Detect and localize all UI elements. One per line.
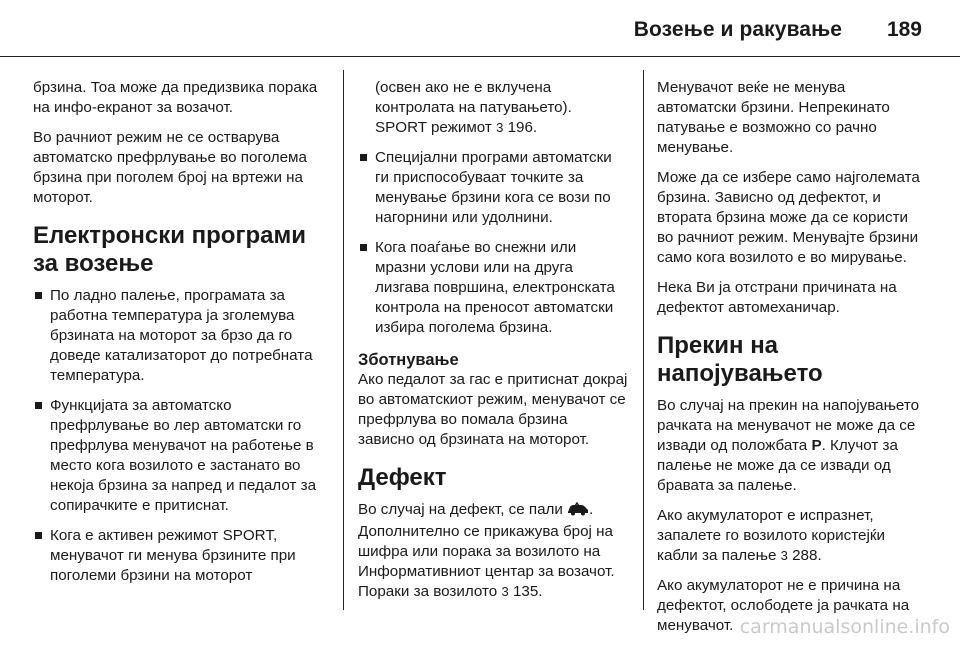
paragraph: Ако педалот за гас е притиснат докрај во автоматскиот режим, менувачот се префрлува во помала брзина зависно од брзината на моторот.: [358, 371, 628, 448]
paragraph: Ако акумулаторот не е причина на дефектот, ослободете ја рачката на менувачот.: [657, 577, 910, 634]
page-title: Возење и ракување: [633, 18, 842, 41]
paragraph: [358, 500, 628, 602]
page-number: 189: [886, 18, 922, 41]
header-rule: [0, 56, 960, 57]
column-divider-2: [643, 70, 644, 610]
paragraph: брзина. Тоа може да предизвика порака на инфо-екранот за возачот.: [33, 79, 318, 116]
page-reference-link[interactable]: 135.: [512, 583, 543, 600]
gear-position-label: P: [811, 437, 822, 454]
list-item: Кога е активен режимот SPORT, менувачот ги менува брзините при поголеми брзини на моторот: [33, 526, 328, 586]
page-reference-link[interactable]: 196.: [507, 119, 538, 136]
page-reference-icon: 3: [496, 120, 504, 135]
transmission-warning-icon: [567, 502, 589, 522]
bullet-list: [358, 148, 628, 338]
list-item: Кога поаѓање во снежни или мразни услови или на друга лизгава површина, електронската контрола на преносот автоматски избира поголема брзина.: [358, 238, 628, 338]
paragraph: [657, 396, 925, 496]
paragraph-text: Ако акумулаторот е испразнет, запалете го возилото користејќи кабли за палење: [657, 507, 885, 564]
section-heading: Дефект: [358, 464, 447, 491]
column-2: [358, 78, 628, 612]
paragraph-text: (освен ако не е вклучена контролата на патувањето).: [375, 79, 572, 116]
paragraph-text: Во случај на прекин на напојувањето рачката на менувачот не може да се извади од положбата: [657, 397, 920, 454]
page-header: [0, 0, 960, 56]
paragraph-text: . Клучот за палење не може да се извади од бравата за палење.: [657, 437, 898, 494]
paragraph-text: Во случај на дефект, се пали: [358, 501, 563, 518]
paragraph: Менувачот веќе не менува автоматски брзини. Непрекинато патување е возможно со рачно менување.: [657, 79, 890, 156]
paragraph: Во рачниот режим не се остварува автоматско префрлување во поголема брзина при поголем број на вртежи на моторот.: [33, 129, 307, 206]
paragraph: Може да се избере само најголемата брзина. Зависно од дефектот, и втората брзина може да се користи во рачниот режим. Менувајте брзини само кога возилото е во мирување.: [657, 169, 920, 266]
column-divider-1: [343, 70, 344, 610]
list-item: Функцијата за автоматско префрлување во лер автоматски го префрлува менувачот на работење в место кога возилото е застанато во некоја брзина за напред и педалот за сопирачките е притиснат.: [33, 396, 328, 516]
list-item: По ладно палење, програмата за работна температура ја зголемува брзината на моторот за брзо да го доведе катализаторот до потребната температура.: [33, 286, 328, 386]
section-heading: Прекин на напојувањето: [657, 332, 823, 387]
paragraph: Нека Ви ја отстрани причината на дефектот автомеханичар.: [657, 279, 897, 316]
list-item: Специјални програми автоматски ги приспособуваат точките за менување брзини кога се вози по нагорнини или удолнини.: [358, 148, 628, 228]
section-heading: Електронски програми за возење: [33, 222, 306, 277]
paragraph: [358, 78, 628, 138]
page-reference-icon: 3: [780, 548, 788, 563]
watermark: carmanualsonline.info: [739, 616, 950, 638]
page-reference-link[interactable]: 288.: [792, 547, 822, 564]
subsection-heading: Зботнување: [358, 351, 459, 369]
column-1: [33, 78, 328, 596]
bullet-list: [33, 286, 328, 586]
paragraph-text: . Дополнително се прикажува број на шифра или порака за возилото на Информативниот центар за возачот. Пораки за возилото: [358, 501, 615, 600]
paragraph: [657, 506, 925, 566]
page-reference-icon: 3: [501, 584, 509, 599]
column-3: [657, 78, 925, 646]
paragraph-text: SPORT режимот: [375, 119, 492, 136]
